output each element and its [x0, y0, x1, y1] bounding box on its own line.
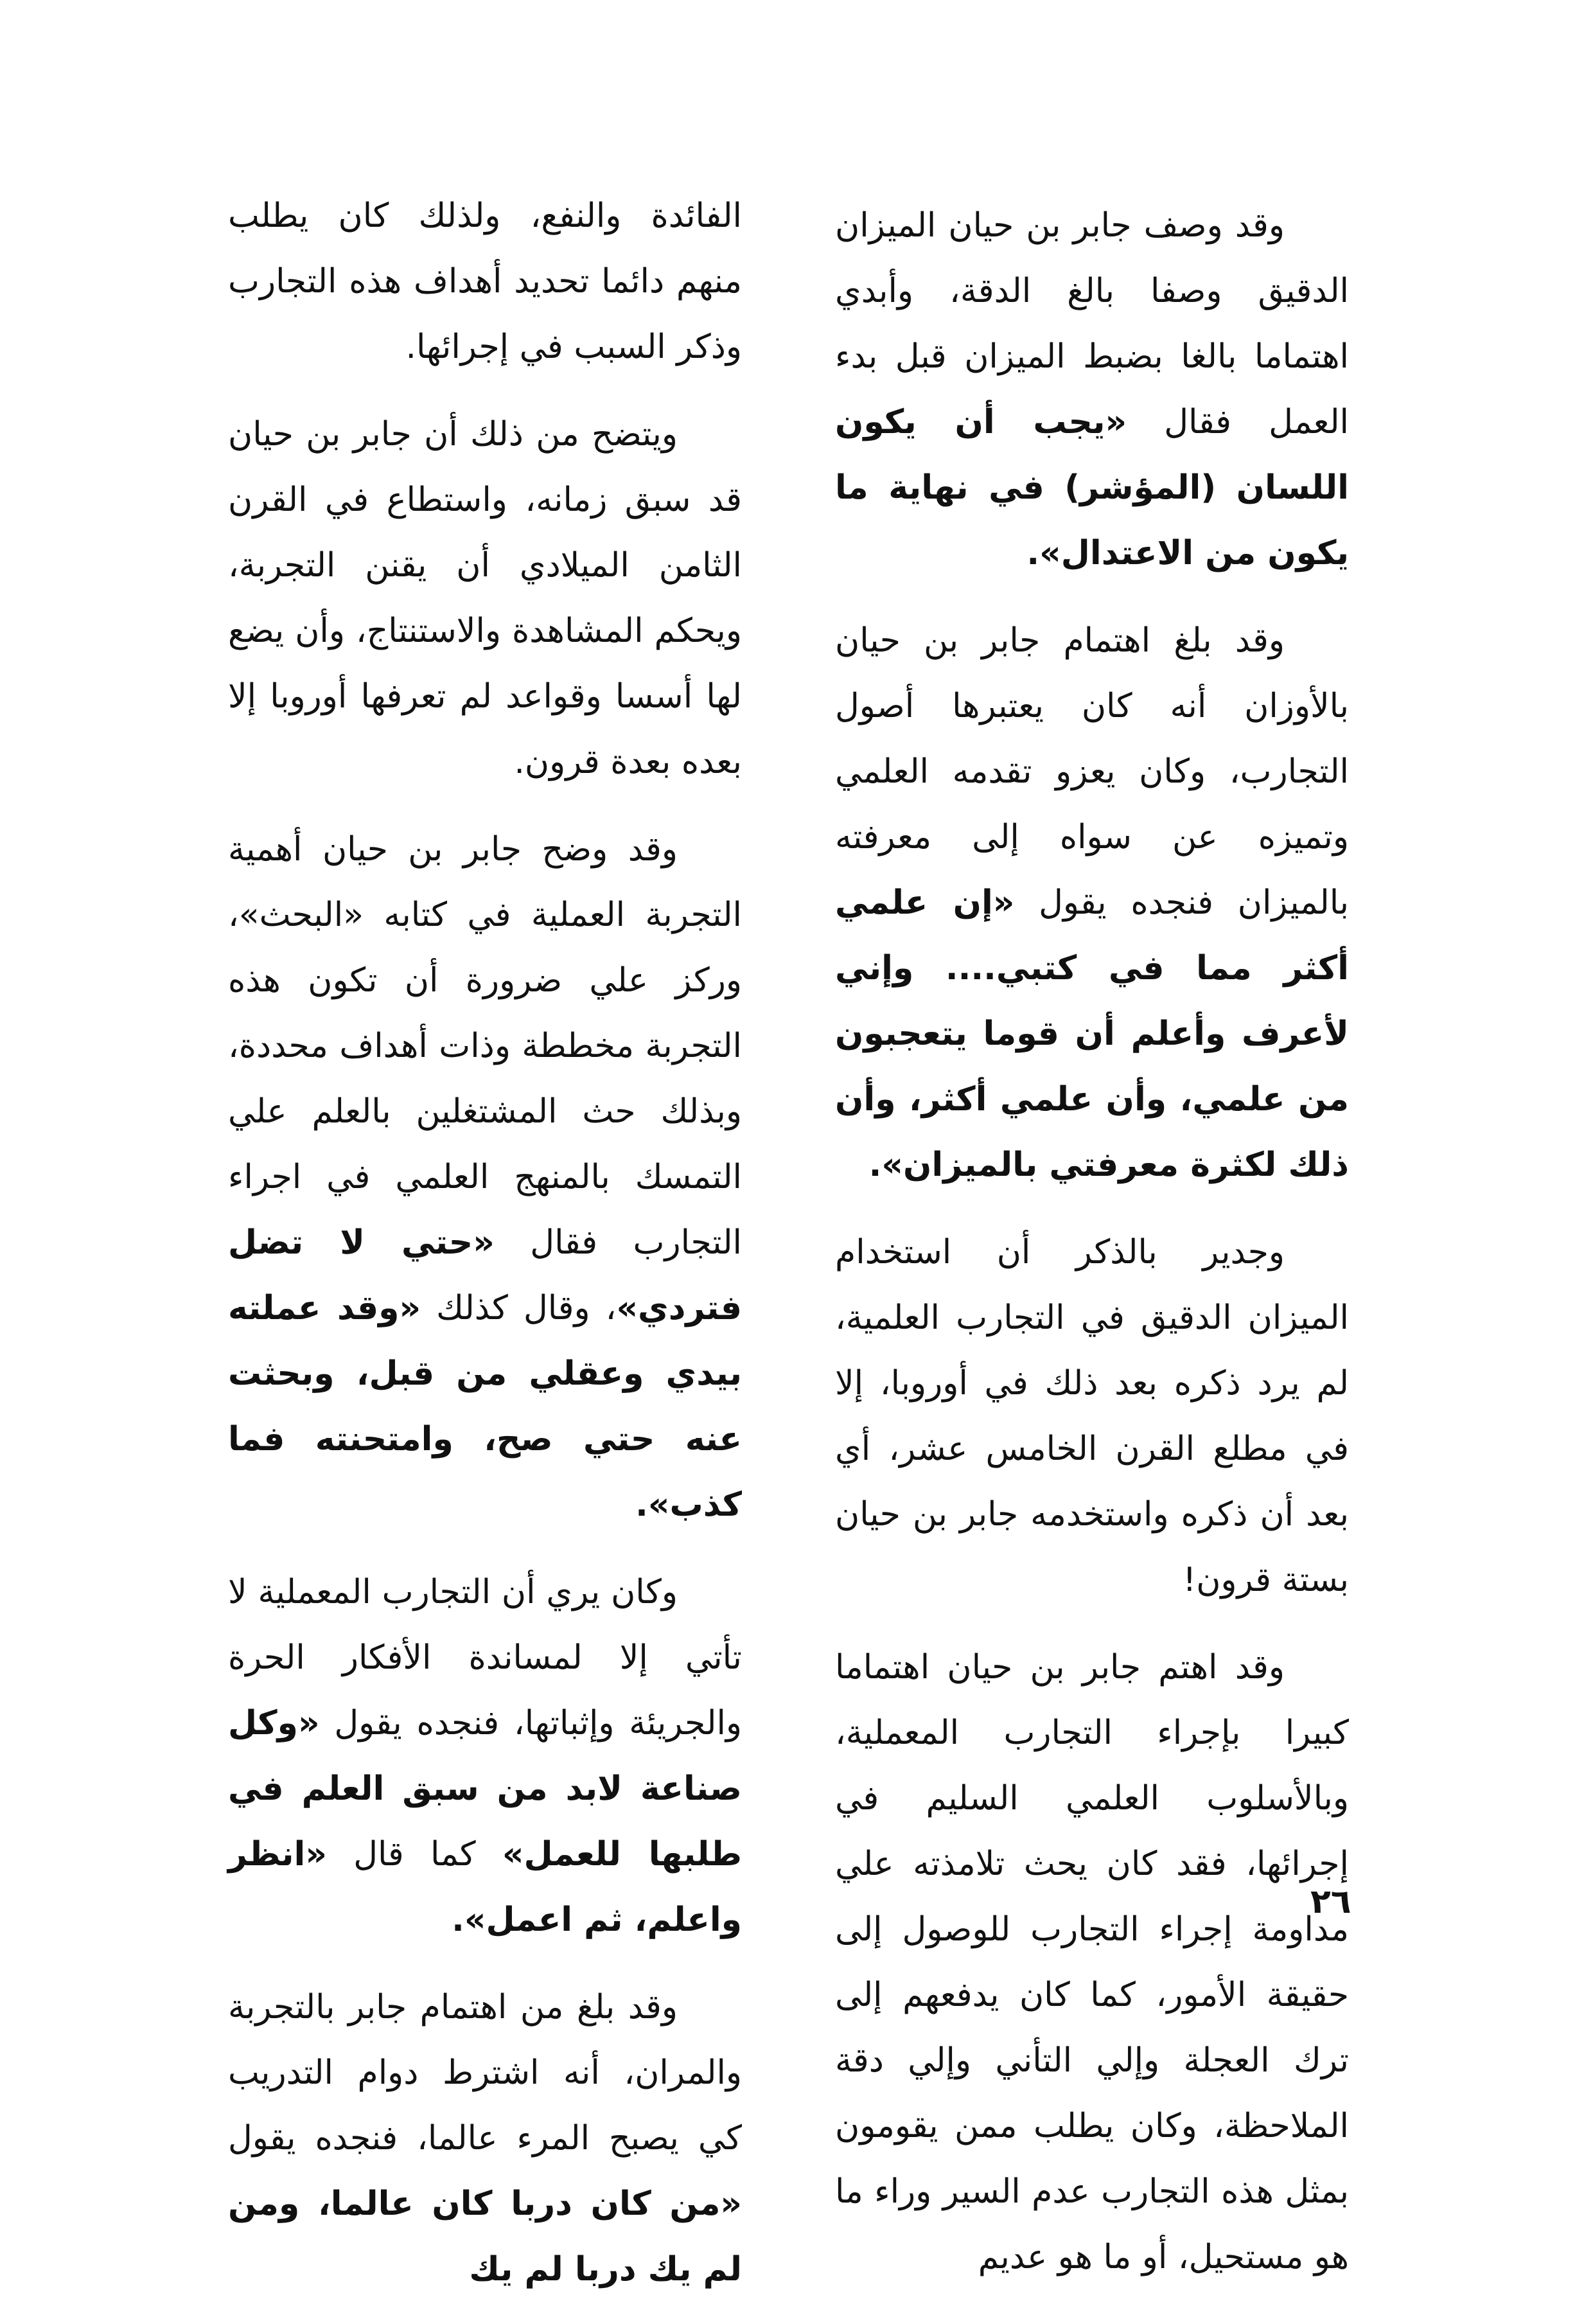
paragraph-text: وقد اهتم جابر بن حيان اهتماما كبيرا بإجراء التجارب المعملية، وبالأسلوب العلمي السليم في إجرائها، فقد كان يحث تلامذته علي مداومة إجراء التجارب للوصول إلى حقيقة الأمور، كما كان يدفعهم إلى ترك العجلة وإلي التأني وإلي دقة الملاحظة، وكان يطلب ممن يقومون بمثل هذه التجارب عدم السير وراء ما هو مستحيل، أو ما هو عديم: [835, 1648, 1349, 2276]
paragraph-text: ويتضح من ذلك أن جابر بن حيان قد سبق زمانه، واستطاع في القرن الثامن الميلادي أن يقنن التجربة، ويحكم المشاهدة والاستنتاج، وأن يضع لها أسسا وقواعد لم تعرفها أوروبا إلا بعده بعدة قرون.: [228, 415, 742, 781]
left-text-column: [228, 183, 742, 2324]
paragraph-text: الفائدة والنفع، ولذلك كان يطلب منهم دائما تحديد أهداف هذه التجارب وذكر السبب في إجرائها.: [228, 197, 742, 366]
quote-bold: «من كان دربا كان عالما، ومن لم يك دربا لم يك: [228, 2185, 742, 2289]
quote-bold: «وكل صناعة لابد من سبق العلم في طلبها للعمل»: [228, 1704, 743, 1874]
paragraph-text: وجدير بالذكر أن استخدام الميزان الدقيق في التجارب العلمية، لم يرد ذكره بعد ذلك في أوروبا، إلا في مطلع القرن الخامس عشر، أي بعد أن ذكره واستخدمه جابر بن حيان بستة قرون!: [835, 1233, 1349, 1599]
paragraph-continued: [228, 183, 742, 380]
paragraph-text: وكان يري أن التجارب المعملية لا تأتي إلا لمساندة الأفكار الحرة والجريئة وإثباتها، فنجده يقول: [228, 1573, 742, 1743]
paragraph-text: وقد وصف جابر بن حيان الميزان الدقيق وصفا بالغ الدقة، وأبدي اهتماما بالغا بضبط الميزان قبل بدء العمل فقال: [835, 206, 1349, 441]
quote-bold: «إن علمي أكثر مما في كتبي.... وإني لأعرف وأعلم أن قوما يتعجبون من علمي، وأن علمي أكثر، وأن ذلك لكثرة معرفتي بالميزان».: [835, 883, 1349, 1184]
paragraph: [835, 193, 1349, 586]
paragraph: [228, 817, 742, 1538]
paragraph: [228, 402, 742, 795]
paragraph-text: وقد بلغ من اهتمام جابر بالتجربة والمران، أنه اشترط دوام التدريب كي يصبح المرء عالما، فنجده يقول: [228, 1988, 742, 2158]
right-text-column: [835, 193, 1349, 2312]
paragraph-text: وقد وضح جابر بن حيان أهمية التجربة العملية في كتابه «البحث»، وركز علي ضرورة أن تكون هذه التجربة مخططة وذات أهداف محددة، وبذلك حث المشتغلين بالعلم علي التمسك بالمنهج العلمي في اجراء التجارب فقال: [228, 830, 742, 1262]
quote-bold: «حتي لا تضل فتردي»: [228, 1223, 742, 1327]
paragraph-text: ، وقال كذلك: [421, 1289, 617, 1327]
paragraph: [835, 1220, 1349, 1613]
quote-bold: «وقد عملته بيدي وعقلي من قبل، وبحثت عنه حتي صح، وامتحنته فما كذب».: [228, 1289, 742, 1524]
paragraph-text: وقد بلغ اهتمام جابر بن حيان بالأوزان أنه كان يعتبرها أصول التجارب، وكان يعزو تقدمه العلمي وتميزه عن سواه إلى معرفته بالميزان فنجده يقول: [835, 621, 1350, 922]
paragraph: [835, 608, 1349, 1198]
quote-bold: «انظر واعلم، ثم اعمل».: [228, 1835, 742, 1939]
page-number: ٢٦: [1310, 1883, 1351, 1921]
paragraph: [835, 1635, 1349, 2290]
quote-bold: «يجب أن يكون اللسان (المؤشر) في نهاية ما يكون من الاعتدال».: [835, 403, 1349, 572]
paragraph-text: كما قال: [326, 1835, 502, 1874]
paragraph: [228, 1559, 742, 1953]
paragraph: [228, 1974, 742, 2302]
